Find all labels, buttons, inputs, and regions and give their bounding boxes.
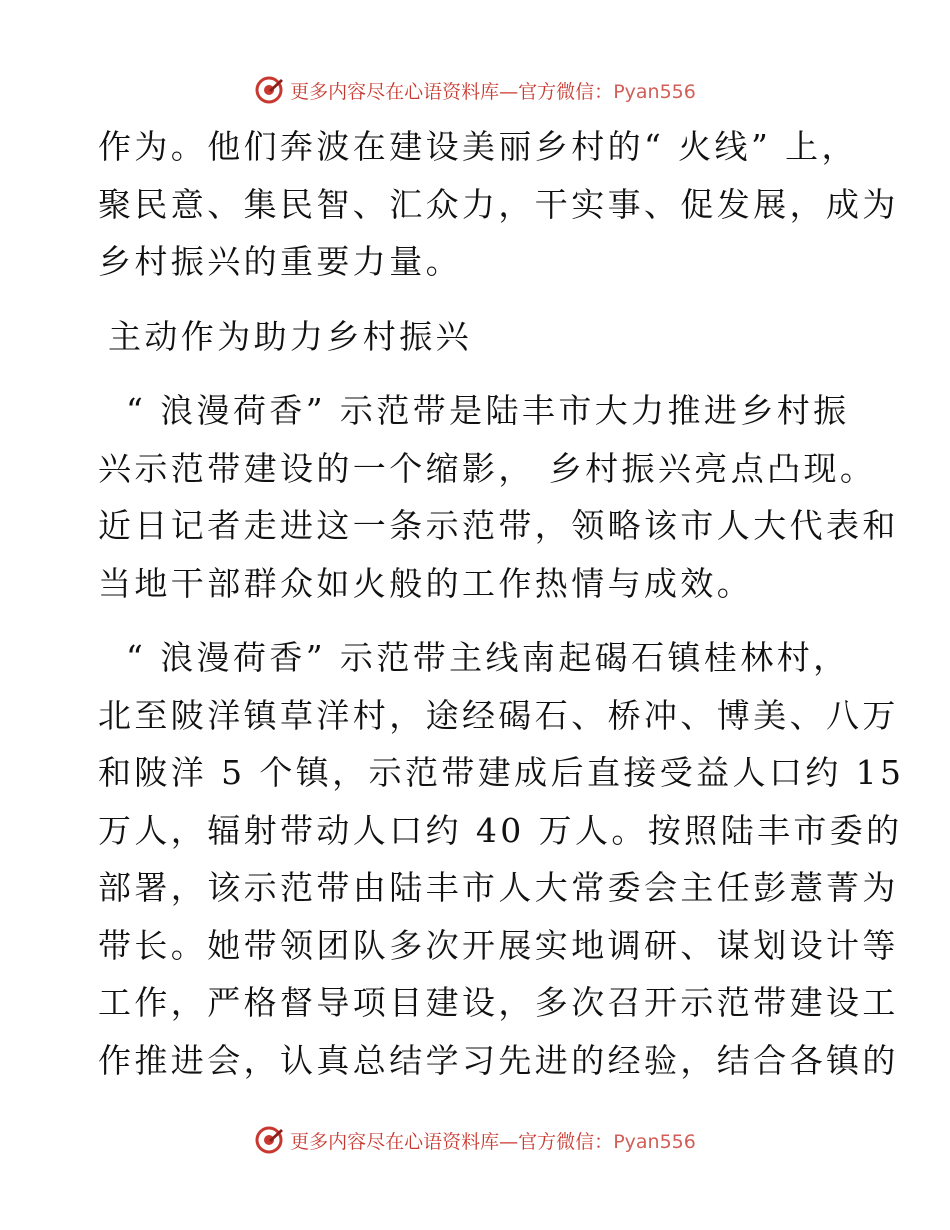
pen-on-circle-logo-icon (254, 75, 284, 105)
text-line: “ 浪漫荷香” 示范带主线南起碣石镇桂林村， (126, 638, 850, 677)
text-line: 当地干部群众如火般的工作热情与成效。 (98, 563, 754, 603)
watermark-text: 更多内容尽在心语资料库—官方微信：Pyan556 (290, 80, 696, 103)
text-line: 部署，该示范带由陆丰市人大常委会主任彭薏菁为 (98, 868, 899, 907)
section-heading: 主动作为助力乡村振兴 (108, 316, 472, 356)
paragraph-3 (98, 629, 905, 1089)
text-line: 和陂洋 5 个镇，示范带建成后直接受益人口约 15 (98, 753, 905, 792)
document-body (98, 118, 905, 1089)
text-line: 万人，辐射带动人口约 40 万人。按照陆丰市委的 (98, 810, 903, 850)
text-line: 兴示范带建设的一个缩影， 乡村振兴亮点凸现。 (98, 448, 877, 488)
text-line: 近日记者走进这一条示范带，领略该市人大代表和 (98, 506, 899, 545)
paragraph-1 (98, 118, 899, 291)
watermark-text: 更多内容尽在心语资料库—官方微信：Pyan556 (290, 1130, 696, 1153)
text-line: 作为。他们奔波在建设美丽乡村的“ 火线” 上， (98, 127, 858, 166)
header-watermark (0, 70, 950, 110)
text-line: 乡村振兴的重要力量。 (98, 242, 462, 281)
text-line: 聚民意、集民智、汇众力，干实事、促发展，成为 (98, 184, 899, 224)
text-line: 工作，严格督导项目建设，多次召开示范带建设工 (98, 983, 899, 1022)
footer-watermark (0, 1120, 950, 1160)
text-line: 带长。她带领团队多次开展实地调研、谋划设计等 (98, 925, 899, 965)
text-line: 北至陂洋镇草洋村，途经碣石、桥冲、博美、八万 (98, 695, 899, 735)
paragraph-2 (98, 382, 899, 612)
text-line: “ 浪漫荷香” 示范带是陆丰市大力推进乡村振 (126, 391, 850, 430)
pen-on-circle-logo-icon (254, 1125, 284, 1155)
text-line: 作推进会，认真总结学习先进的经验，结合各镇的 (98, 1040, 899, 1080)
